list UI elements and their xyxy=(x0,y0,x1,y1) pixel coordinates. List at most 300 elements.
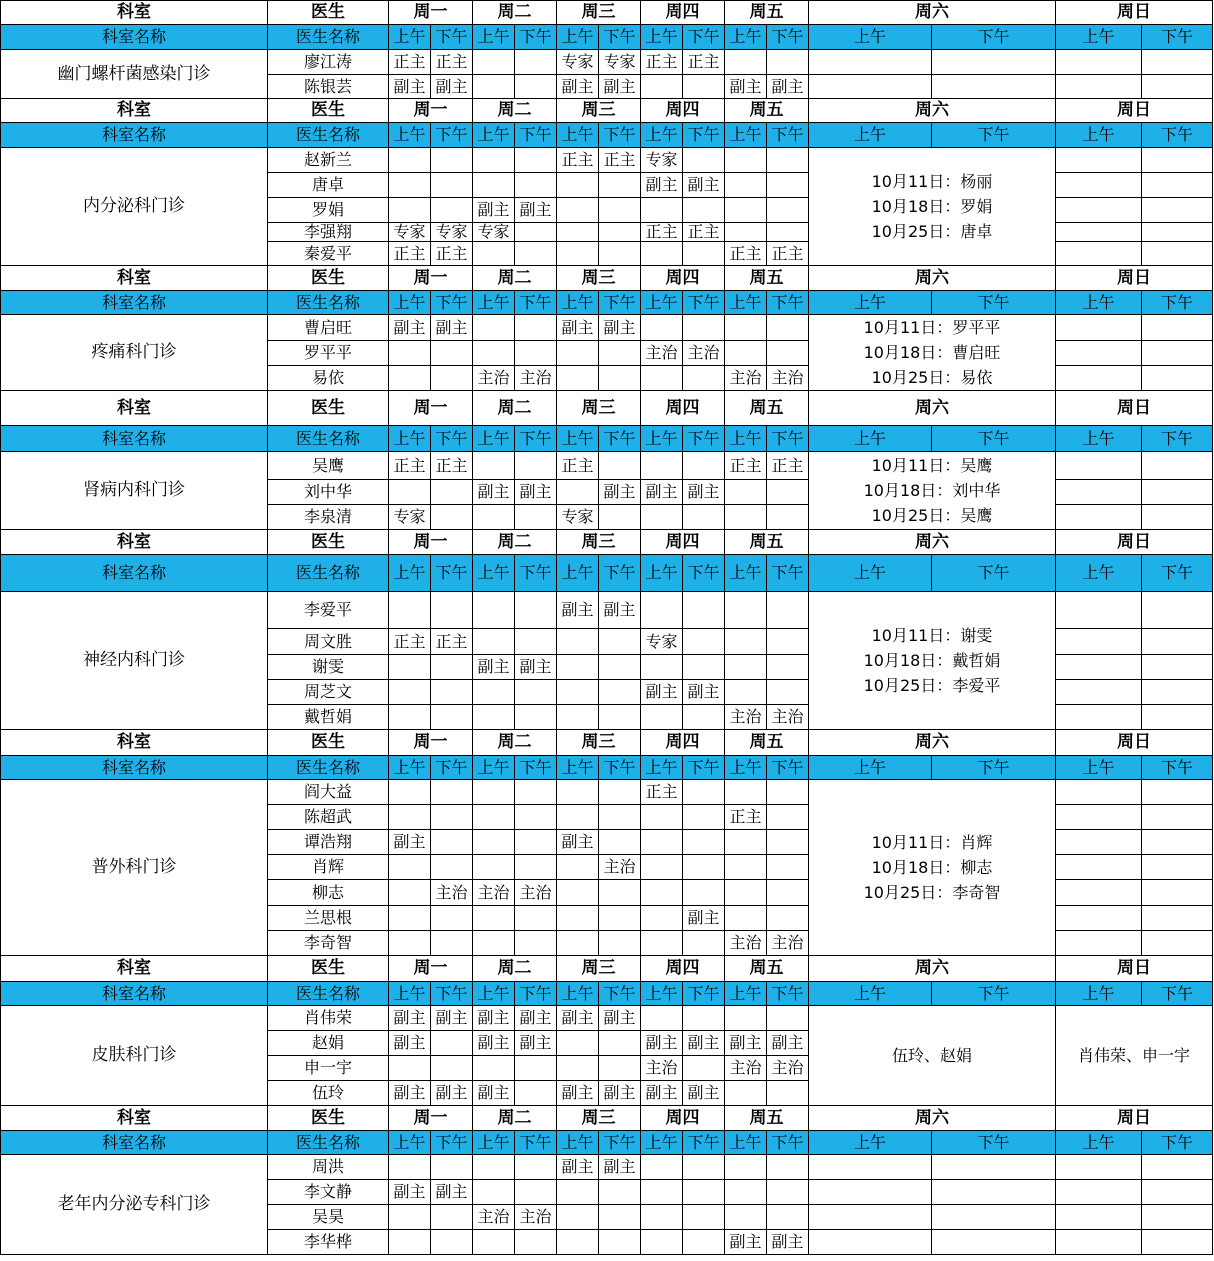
schedule-slot xyxy=(389,1155,431,1180)
schedule-slot: 主治 xyxy=(473,880,515,906)
schedule-slot xyxy=(389,173,431,198)
schedule-slot xyxy=(683,198,725,223)
subheader-pm: 下午 xyxy=(767,426,809,452)
schedule-slot xyxy=(473,906,515,931)
doctor-row xyxy=(1,780,1213,805)
subheader-pm: 下午 xyxy=(431,426,473,452)
schedule-slot xyxy=(683,1205,725,1230)
subheader-doctor-name: 医生名称 xyxy=(268,25,389,50)
schedule-slot xyxy=(473,173,515,198)
saturday-duty-line: 10月25日：唐卓 xyxy=(871,222,993,241)
subheader-pm: 下午 xyxy=(515,555,557,592)
header-doctor: 医生 xyxy=(268,1106,389,1131)
schedule-slot xyxy=(725,1081,767,1106)
schedule-slot: 正主 xyxy=(641,780,683,805)
schedule-slot xyxy=(515,505,557,530)
schedule-slot: 副主 xyxy=(683,1031,725,1056)
subheader-pm: 下午 xyxy=(767,25,809,50)
schedule-slot: 正主 xyxy=(389,50,431,75)
sunday-am-slot xyxy=(1056,855,1142,880)
schedule-slot xyxy=(515,592,557,629)
schedule-slot xyxy=(641,906,683,931)
sunday-am-slot xyxy=(1056,655,1142,680)
header-saturday: 周六 xyxy=(809,99,1056,123)
schedule-slot: 副主 xyxy=(473,480,515,505)
header-sunday: 周日 xyxy=(1056,99,1213,123)
schedule-slot xyxy=(431,148,473,173)
saturday-am-slot xyxy=(809,1155,932,1180)
header-saturday: 周六 xyxy=(809,1106,1056,1131)
subheader-am: 上午 xyxy=(641,426,683,452)
doctor-name: 陈超武 xyxy=(268,805,389,830)
sunday-pm-slot xyxy=(1142,880,1213,906)
schedule-slot xyxy=(725,1006,767,1031)
schedule-slot: 正主 xyxy=(767,242,809,266)
schedule-slot: 正主 xyxy=(431,50,473,75)
schedule-slot: 副主 xyxy=(599,1081,641,1106)
doctor-name: 罗娟 xyxy=(268,198,389,223)
saturday-duty-line: 伍玲、赵娟 xyxy=(891,1046,972,1065)
schedule-slot xyxy=(389,340,431,366)
schedule-slot: 副主 xyxy=(641,680,683,705)
saturday-am-slot xyxy=(809,1180,932,1205)
header-day: 周一 xyxy=(389,1,473,25)
header-day: 周五 xyxy=(725,391,809,426)
header-sunday: 周日 xyxy=(1056,1,1213,25)
schedule-slot: 副主 xyxy=(725,1031,767,1056)
schedule-slot: 副主 xyxy=(557,315,599,341)
schedule-slot xyxy=(389,198,431,223)
schedule-slot xyxy=(767,315,809,341)
schedule-slot xyxy=(599,655,641,680)
schedule-slot xyxy=(557,629,599,655)
schedule-slot xyxy=(431,1205,473,1230)
subheader-am: 上午 xyxy=(389,555,431,592)
schedule-slot xyxy=(557,805,599,830)
sunday-am-slot xyxy=(1056,1180,1142,1205)
sunday-am-slot xyxy=(1056,1205,1142,1230)
schedule-slot xyxy=(515,315,557,341)
header-day: 周三 xyxy=(557,1106,641,1131)
schedule-slot xyxy=(431,830,473,855)
sunday-am-slot xyxy=(1056,1230,1142,1255)
header-saturday: 周六 xyxy=(809,266,1056,291)
header-saturday: 周六 xyxy=(809,730,1056,756)
subheader-am: 上午 xyxy=(557,1131,599,1155)
header-doctor: 医生 xyxy=(268,730,389,756)
schedule-slot xyxy=(389,931,431,956)
schedule-slot xyxy=(767,1155,809,1180)
doctor-name: 肖辉 xyxy=(268,855,389,880)
schedule-slot xyxy=(599,830,641,855)
schedule-slot xyxy=(683,880,725,906)
sunday-pm-slot xyxy=(1142,223,1213,242)
schedule-slot xyxy=(599,780,641,805)
doctor-name: 罗平平 xyxy=(268,340,389,366)
schedule-slot xyxy=(473,629,515,655)
schedule-slot xyxy=(767,173,809,198)
schedule-slot xyxy=(515,50,557,75)
schedule-slot xyxy=(557,223,599,242)
subheader-am: 上午 xyxy=(725,756,767,780)
subheader-am: 上午 xyxy=(473,1131,515,1155)
subheader-pm: 下午 xyxy=(1142,291,1213,315)
schedule-slot xyxy=(515,148,557,173)
schedule-slot xyxy=(473,340,515,366)
schedule-slot xyxy=(473,505,515,530)
schedule-slot xyxy=(767,1081,809,1106)
saturday-duty xyxy=(809,315,1056,391)
subheader-pm: 下午 xyxy=(599,555,641,592)
schedule-slot xyxy=(431,173,473,198)
header-day: 周四 xyxy=(641,1,725,25)
subheader-row xyxy=(1,555,1213,592)
subheader-am: 上午 xyxy=(557,123,599,148)
schedule-slot xyxy=(557,1230,599,1255)
schedule-slot: 正主 xyxy=(431,242,473,266)
sunday-pm-slot xyxy=(1142,805,1213,830)
subheader-am: 上午 xyxy=(1056,555,1142,592)
sunday-am-slot xyxy=(1056,315,1142,341)
saturday-pm-slot xyxy=(932,50,1056,75)
schedule-slot xyxy=(431,780,473,805)
subheader-am: 上午 xyxy=(389,1131,431,1155)
sunday-am-slot xyxy=(1056,1155,1142,1180)
header-day: 周三 xyxy=(557,99,641,123)
subheader-am: 上午 xyxy=(557,982,599,1006)
schedule-slot: 副主 xyxy=(515,198,557,223)
schedule-slot: 主治 xyxy=(683,340,725,366)
schedule-slot xyxy=(683,1230,725,1255)
schedule-slot xyxy=(767,148,809,173)
sunday-am-slot xyxy=(1056,629,1142,655)
header-sunday: 周日 xyxy=(1056,1106,1213,1131)
schedule-slot xyxy=(389,680,431,705)
schedule-slot: 正主 xyxy=(641,223,683,242)
schedule-slot: 正主 xyxy=(431,629,473,655)
schedule-slot xyxy=(557,366,599,391)
subheader-pm: 下午 xyxy=(683,982,725,1006)
schedule-slot xyxy=(683,629,725,655)
subheader-doctor-name: 医生名称 xyxy=(268,756,389,780)
doctor-name: 肖伟荣 xyxy=(268,1006,389,1031)
subheader-am: 上午 xyxy=(725,123,767,148)
schedule-slot: 副主 xyxy=(641,1031,683,1056)
schedule-slot: 副主 xyxy=(557,1081,599,1106)
schedule-slot xyxy=(767,655,809,680)
schedule-slot xyxy=(431,1155,473,1180)
subheader-pm: 下午 xyxy=(1142,123,1213,148)
schedule-slot xyxy=(683,366,725,391)
schedule-slot xyxy=(431,592,473,629)
schedule-slot: 副主 xyxy=(557,75,599,99)
sunday-am-slot xyxy=(1056,780,1142,805)
schedule-slot xyxy=(725,1205,767,1230)
header-day: 周一 xyxy=(389,391,473,426)
doctor-name: 阎大益 xyxy=(268,780,389,805)
schedule-slot: 副主 xyxy=(473,655,515,680)
schedule-slot: 副主 xyxy=(389,830,431,855)
subheader-doctor-name: 医生名称 xyxy=(268,291,389,315)
subheader-am: 上午 xyxy=(557,555,599,592)
saturday-duty-line: 10月11日：肖辉 xyxy=(871,833,993,852)
schedule-slot xyxy=(725,148,767,173)
schedule-slot xyxy=(389,148,431,173)
schedule-slot: 副主 xyxy=(725,75,767,99)
header-row xyxy=(1,730,1213,756)
subheader-pm: 下午 xyxy=(932,426,1056,452)
schedule-slot: 正主 xyxy=(683,50,725,75)
schedule-slot xyxy=(431,1031,473,1056)
schedule-slot xyxy=(389,906,431,931)
schedule-slot xyxy=(515,805,557,830)
schedule-slot: 主治 xyxy=(767,705,809,730)
sunday-am-slot xyxy=(1056,592,1142,629)
sunday-am-slot xyxy=(1056,340,1142,366)
header-day: 周四 xyxy=(641,730,725,756)
header-day: 周二 xyxy=(473,391,557,426)
schedule-slot xyxy=(683,505,725,530)
schedule-slot xyxy=(515,1056,557,1081)
sunday-pm-slot xyxy=(1142,242,1213,266)
doctor-name: 李奇智 xyxy=(268,931,389,956)
schedule-slot xyxy=(473,452,515,480)
header-sunday: 周日 xyxy=(1056,391,1213,426)
subheader-am: 上午 xyxy=(473,25,515,50)
subheader-am: 上午 xyxy=(725,1131,767,1155)
department-name: 幽门螺杆菌感染门诊 xyxy=(1,50,268,99)
header-saturday: 周六 xyxy=(809,1,1056,25)
subheader-pm: 下午 xyxy=(431,291,473,315)
schedule-slot xyxy=(473,148,515,173)
doctor-name: 谢雯 xyxy=(268,655,389,680)
schedule-slot xyxy=(767,340,809,366)
schedule-slot: 主治 xyxy=(473,366,515,391)
subheader-am: 上午 xyxy=(809,756,932,780)
schedule-slot: 副主 xyxy=(557,1155,599,1180)
schedule-slot xyxy=(683,75,725,99)
subheader-pm: 下午 xyxy=(599,426,641,452)
schedule-slot: 副主 xyxy=(515,480,557,505)
schedule-slot xyxy=(725,629,767,655)
schedule-slot xyxy=(725,780,767,805)
header-day: 周四 xyxy=(641,1106,725,1131)
header-saturday: 周六 xyxy=(809,530,1056,555)
subheader-pm: 下午 xyxy=(599,123,641,148)
subheader-am: 上午 xyxy=(473,123,515,148)
schedule-slot: 主治 xyxy=(767,931,809,956)
subheader-pm: 下午 xyxy=(515,291,557,315)
subheader-dept-name: 科室名称 xyxy=(1,291,268,315)
saturday-duty-line: 10月18日：曹启旺 xyxy=(863,343,1001,362)
schedule-slot xyxy=(767,480,809,505)
schedule-slot xyxy=(389,1205,431,1230)
schedule-slot xyxy=(515,1180,557,1205)
subheader-pm: 下午 xyxy=(1142,982,1213,1006)
schedule-slot xyxy=(557,1056,599,1081)
subheader-dept-name: 科室名称 xyxy=(1,426,268,452)
doctor-name: 易依 xyxy=(268,366,389,391)
saturday-am-slot xyxy=(809,50,932,75)
schedule-slot xyxy=(599,931,641,956)
subheader-am: 上午 xyxy=(389,982,431,1006)
subheader-pm: 下午 xyxy=(767,291,809,315)
subheader-pm: 下午 xyxy=(683,1131,725,1155)
schedule-slot xyxy=(725,880,767,906)
doctor-name: 赵娟 xyxy=(268,1031,389,1056)
schedule-slot: 副主 xyxy=(431,1006,473,1031)
schedule-slot: 主治 xyxy=(431,880,473,906)
subheader-row xyxy=(1,982,1213,1006)
subheader-am: 上午 xyxy=(809,555,932,592)
subheader-am: 上午 xyxy=(725,25,767,50)
subheader-row xyxy=(1,756,1213,780)
schedule-slot xyxy=(389,780,431,805)
schedule-slot xyxy=(767,505,809,530)
doctor-name: 刘中华 xyxy=(268,480,389,505)
header-day: 周五 xyxy=(725,530,809,555)
schedule-slot: 正主 xyxy=(725,452,767,480)
schedule-slot xyxy=(683,705,725,730)
schedule-slot xyxy=(641,198,683,223)
department-name: 老年内分泌专科门诊 xyxy=(1,1155,268,1255)
doctor-name: 廖江涛 xyxy=(268,50,389,75)
schedule-slot xyxy=(683,148,725,173)
sunday-pm-slot xyxy=(1142,931,1213,956)
sunday-pm-slot xyxy=(1142,75,1213,99)
header-dept: 科室 xyxy=(1,1,268,25)
schedule-slot: 正主 xyxy=(599,148,641,173)
header-doctor: 医生 xyxy=(268,266,389,291)
subheader-am: 上午 xyxy=(389,426,431,452)
sunday-am-slot xyxy=(1056,705,1142,730)
schedule-slot xyxy=(683,452,725,480)
schedule-slot xyxy=(431,1230,473,1255)
schedule-slot xyxy=(557,880,599,906)
header-day: 周二 xyxy=(473,99,557,123)
schedule-slot xyxy=(641,315,683,341)
sunday-am-slot xyxy=(1056,75,1142,99)
schedule-slot xyxy=(767,592,809,629)
schedule-slot xyxy=(725,223,767,242)
subheader-dept-name: 科室名称 xyxy=(1,25,268,50)
subheader-am: 上午 xyxy=(641,123,683,148)
subheader-pm: 下午 xyxy=(431,756,473,780)
sunday-am-slot xyxy=(1056,242,1142,266)
schedule-slot: 主治 xyxy=(725,366,767,391)
header-day: 周三 xyxy=(557,956,641,982)
sunday-am-slot xyxy=(1056,805,1142,830)
subheader-pm: 下午 xyxy=(599,982,641,1006)
schedule-slot xyxy=(641,931,683,956)
schedule-slot: 专家 xyxy=(389,505,431,530)
subheader-pm: 下午 xyxy=(932,123,1056,148)
header-day: 周二 xyxy=(473,1,557,25)
schedule-slot xyxy=(683,315,725,341)
schedule-slot xyxy=(557,173,599,198)
schedule-slot xyxy=(557,855,599,880)
schedule-slot xyxy=(725,505,767,530)
saturday-duty-line: 10月25日：易依 xyxy=(871,368,993,387)
schedule-slot xyxy=(515,173,557,198)
department-name: 神经内科门诊 xyxy=(1,592,268,730)
doctor-name: 李文静 xyxy=(268,1180,389,1205)
subheader-pm: 下午 xyxy=(767,555,809,592)
sunday-pm-slot xyxy=(1142,855,1213,880)
saturday-pm-slot xyxy=(932,1180,1056,1205)
header-day: 周五 xyxy=(725,956,809,982)
header-doctor: 医生 xyxy=(268,956,389,982)
schedule-slot xyxy=(767,50,809,75)
schedule-slot: 副主 xyxy=(515,655,557,680)
saturday-duty-line: 10月11日：吴鹰 xyxy=(871,456,993,475)
schedule-slot: 主治 xyxy=(725,705,767,730)
sunday-am-slot xyxy=(1056,452,1142,480)
header-day: 周五 xyxy=(725,266,809,291)
schedule-slot: 副主 xyxy=(431,1180,473,1205)
subheader-am: 上午 xyxy=(557,291,599,315)
subheader-pm: 下午 xyxy=(932,555,1056,592)
schedule-slot xyxy=(725,50,767,75)
header-day: 周五 xyxy=(725,1106,809,1131)
subheader-pm: 下午 xyxy=(599,756,641,780)
department-name: 普外科门诊 xyxy=(1,780,268,956)
saturday-duty xyxy=(809,780,1056,956)
doctor-name: 柳志 xyxy=(268,880,389,906)
schedule-slot xyxy=(767,1180,809,1205)
subheader-pm: 下午 xyxy=(683,291,725,315)
doctor-name: 李华桦 xyxy=(268,1230,389,1255)
subheader-pm: 下午 xyxy=(431,982,473,1006)
schedule-slot: 正主 xyxy=(389,242,431,266)
schedule-slot xyxy=(515,629,557,655)
subheader-am: 上午 xyxy=(1056,756,1142,780)
schedule-slot xyxy=(641,1230,683,1255)
schedule-slot xyxy=(683,1006,725,1031)
schedule-slot xyxy=(767,198,809,223)
schedule-slot xyxy=(473,50,515,75)
schedule-slot xyxy=(431,366,473,391)
schedule-slot xyxy=(641,242,683,266)
subheader-pm: 下午 xyxy=(683,426,725,452)
doctor-row xyxy=(1,148,1213,173)
header-dept: 科室 xyxy=(1,530,268,555)
schedule-slot xyxy=(557,340,599,366)
schedule-slot: 正主 xyxy=(389,629,431,655)
schedule-slot xyxy=(431,480,473,505)
schedule-slot: 正主 xyxy=(557,148,599,173)
schedule-slot: 副主 xyxy=(473,1031,515,1056)
header-dept: 科室 xyxy=(1,730,268,756)
schedule-slot: 副主 xyxy=(431,1081,473,1106)
schedule-slot xyxy=(473,931,515,956)
schedule-slot: 专家 xyxy=(557,50,599,75)
schedule-slot: 正主 xyxy=(725,805,767,830)
schedule-slot: 副主 xyxy=(431,75,473,99)
subheader-am: 上午 xyxy=(809,982,932,1006)
header-doctor: 医生 xyxy=(268,391,389,426)
subheader-am: 上午 xyxy=(809,25,932,50)
schedule-slot xyxy=(641,366,683,391)
schedule-slot xyxy=(515,855,557,880)
schedule-slot xyxy=(473,1056,515,1081)
schedule-slot xyxy=(557,480,599,505)
schedule-slot xyxy=(557,680,599,705)
subheader-pm: 下午 xyxy=(515,756,557,780)
schedule-slot: 专家 xyxy=(557,505,599,530)
schedule-slot: 副主 xyxy=(641,480,683,505)
schedule-slot xyxy=(515,75,557,99)
